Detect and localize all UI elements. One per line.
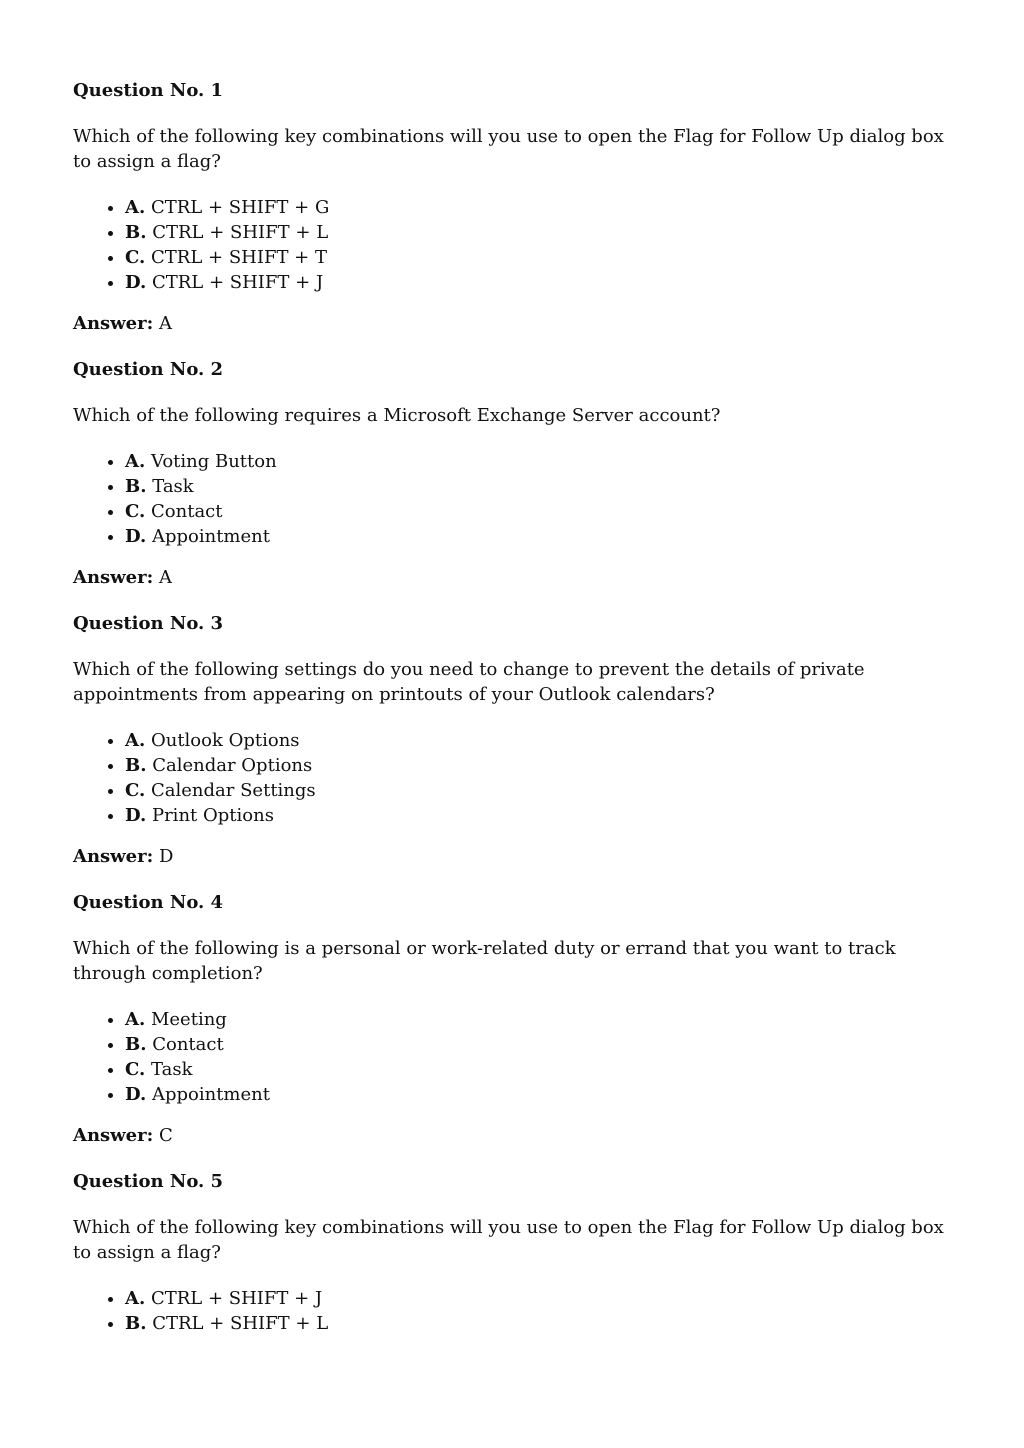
option-text: Print Options <box>151 805 274 826</box>
option-d <box>125 270 951 295</box>
option-a <box>125 728 951 753</box>
option-b <box>125 1311 951 1336</box>
option-letter: B. <box>125 476 147 497</box>
question-text: Which of the following is a personal or work-related duty or errand that you want to track through completion? <box>73 938 896 984</box>
option-letter: B. <box>125 222 147 243</box>
answer-label: Answer: <box>73 846 154 867</box>
question-heading: Question No. 3 <box>73 613 224 634</box>
question-4 <box>73 890 951 1148</box>
option-letter: B. <box>125 1034 147 1055</box>
option-letter: A. <box>125 730 146 751</box>
option-b <box>125 1032 951 1057</box>
option-text: Meeting <box>150 1009 227 1030</box>
option-text: Contact <box>152 1034 224 1055</box>
options-list <box>73 728 951 828</box>
option-letter: C. <box>125 1059 146 1080</box>
option-letter: D. <box>125 805 147 826</box>
option-a <box>125 1286 951 1311</box>
option-text: CTRL + SHIFT + G <box>150 197 330 218</box>
option-a <box>125 449 951 474</box>
question-text: Which of the following key combinations will you use to open the Flag for Follow Up dialog box to assign a flag? <box>73 1217 944 1263</box>
option-letter: B. <box>125 1313 147 1334</box>
option-text: Calendar Settings <box>151 780 316 801</box>
answer-value: A <box>159 567 172 588</box>
option-text: CTRL + SHIFT + L <box>152 1313 329 1334</box>
option-b <box>125 220 951 245</box>
option-letter: C. <box>125 780 146 801</box>
answer-value: C <box>159 1125 173 1146</box>
question-heading: Question No. 2 <box>73 359 224 380</box>
question-5 <box>73 1169 951 1336</box>
option-a <box>125 1007 951 1032</box>
option-text: Outlook Options <box>150 730 300 751</box>
question-2 <box>73 357 951 590</box>
option-d <box>125 803 951 828</box>
question-text: Which of the following key combinations will you use to open the Flag for Follow Up dialog box to assign a flag? <box>73 126 944 172</box>
option-letter: C. <box>125 247 146 268</box>
answer <box>73 311 951 336</box>
option-c <box>125 499 951 524</box>
option-text: Task <box>151 1059 193 1080</box>
options-list <box>73 449 951 549</box>
answer-value: A <box>159 313 172 334</box>
options-list <box>73 195 951 295</box>
question-text: Which of the following requires a Microsoft Exchange Server account? <box>73 405 721 426</box>
option-c <box>125 1057 951 1082</box>
answer-label: Answer: <box>73 567 154 588</box>
option-text: Voting Button <box>150 451 277 472</box>
question-text: Which of the following settings do you need to change to prevent the details of private appointments from appearing on printouts of your Outlook calendars? <box>73 659 865 705</box>
option-letter: B. <box>125 755 147 776</box>
option-text: Appointment <box>151 526 270 547</box>
option-letter: D. <box>125 272 147 293</box>
answer <box>73 565 951 590</box>
option-text: Contact <box>151 501 223 522</box>
option-text: CTRL + SHIFT + J <box>150 1288 323 1309</box>
option-text: CTRL + SHIFT + J <box>151 272 324 293</box>
option-letter: A. <box>125 1288 146 1309</box>
option-letter: A. <box>125 1009 146 1030</box>
option-text: Appointment <box>151 1084 270 1105</box>
question-3 <box>73 611 951 869</box>
options-list <box>73 1007 951 1107</box>
question-heading: Question No. 4 <box>73 892 224 913</box>
question-heading: Question No. 1 <box>73 80 224 101</box>
option-text: Calendar Options <box>152 755 313 776</box>
option-letter: C. <box>125 501 146 522</box>
option-letter: D. <box>125 526 147 547</box>
option-d <box>125 524 951 549</box>
option-b <box>125 753 951 778</box>
option-c <box>125 245 951 270</box>
option-text: CTRL + SHIFT + L <box>152 222 329 243</box>
option-b <box>125 474 951 499</box>
option-letter: A. <box>125 451 146 472</box>
option-d <box>125 1082 951 1107</box>
option-text: CTRL + SHIFT + T <box>151 247 327 268</box>
options-list <box>73 1286 951 1336</box>
option-c <box>125 778 951 803</box>
answer-value: D <box>159 846 174 867</box>
option-letter: D. <box>125 1084 147 1105</box>
question-heading: Question No. 5 <box>73 1171 224 1192</box>
answer-label: Answer: <box>73 1125 154 1146</box>
answer <box>73 844 951 869</box>
answer <box>73 1123 951 1148</box>
question-1 <box>73 78 951 336</box>
option-text: Task <box>152 476 194 497</box>
answer-label: Answer: <box>73 313 154 334</box>
option-a <box>125 195 951 220</box>
option-letter: A. <box>125 197 146 218</box>
